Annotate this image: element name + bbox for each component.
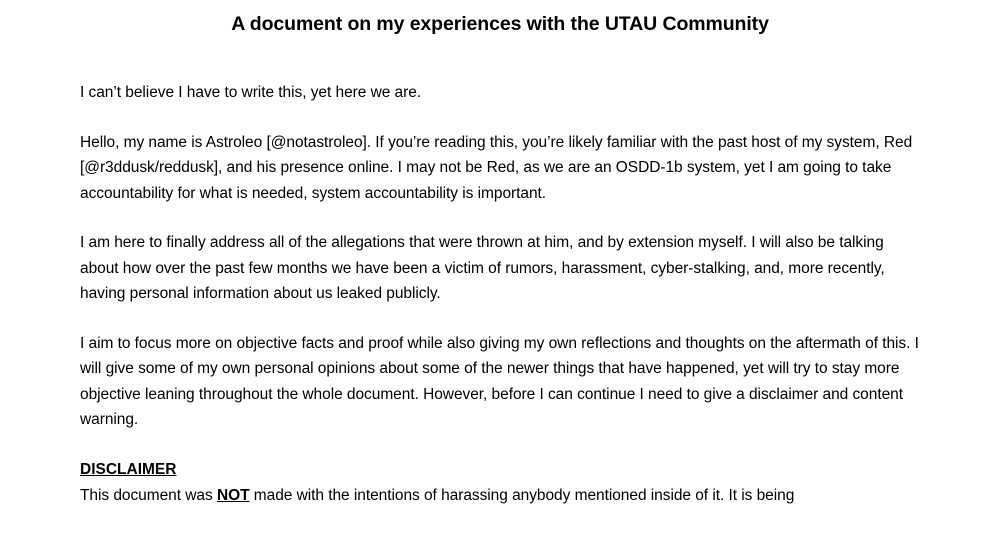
paragraph-3: I am here to finally address all of the allegations that were thrown at him, and by extension myself. I will also be talking about how over the past few months we have been a victim of rumors, harassment, cyber-stalking, and, more recently, having personal information about us leaked publicly.: [80, 234, 885, 302]
page-title: A document on my experiences with the UTAU Community: [231, 13, 769, 35]
disclaimer-text-before: This document was: [80, 487, 217, 504]
disclaimer-heading: DISCLAIMER: [80, 460, 177, 478]
paragraph-4: I aim to focus more on objective facts and proof while also giving my own reflections and thoughts on the aftermath of this. I will give some of my own personal opinions about some of the newer things that have happened, yet will try to stay more objective leaning throughout the whole document. However, before I can continue I need to give a disclaimer and content warning.: [80, 334, 919, 428]
disclaimer-emphasis-not: NOT: [216, 487, 250, 504]
disclaimer-section: [80, 457, 920, 484]
paragraph-2: Hello, my name is Astroleo [@notastroleo]. If you’re reading this, you’re likely familiar with the past host of my system, Red [@r3ddusk/reddusk], and his presence online. I may not be Red, as we are an OSDD-1b system, yet I am going to take accountability for what is needed, system accountability is important.: [80, 133, 913, 202]
document-body: [0, 80, 1000, 509]
paragraph-1: I can’t believe I have to write this, yet here we are.: [80, 84, 422, 101]
disclaimer-paragraph: [80, 483, 920, 509]
disclaimer-text-after: made with the intentions of harassing anybody mentioned inside of it. It is being: [249, 487, 795, 504]
document-page: [0, 13, 1000, 538]
